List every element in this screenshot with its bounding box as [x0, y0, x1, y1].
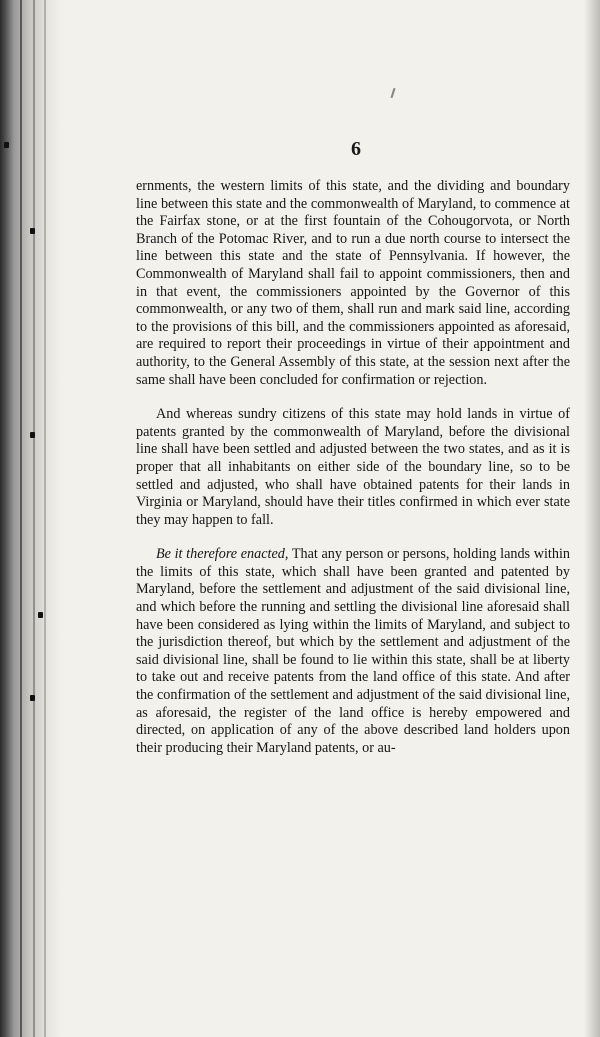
stray-ink-mark — [391, 88, 396, 98]
gutter-shadow-line — [44, 0, 46, 1037]
gutter-speck — [30, 432, 35, 438]
gutter-shadow-line — [20, 0, 22, 1037]
gutter-speck — [38, 612, 43, 618]
page-right-edge — [584, 0, 600, 1037]
body-text — [136, 178, 570, 757]
gutter-speck — [30, 695, 35, 701]
page-number: 6 — [351, 138, 361, 160]
gutter-speck — [4, 142, 9, 148]
gutter-shadow-line — [33, 0, 35, 1037]
enactment-phrase: Be it therefore enacted, — [156, 546, 289, 563]
enactment-text: That any person or persons, holding lands within the limits of this state, which shall have been granted and patented by Maryland, before the settlement and adjustment of the said divisional line, and which before the running and settling the divisional line aforesaid shall have been considered as lying within the limits of Maryland, and subject to the jurisdiction thereof, but which by the settlement and adjustment of the said divisional line, shall be found to lie within this state, shall be at liberty to take out and receive patents from the land office of this state. And after the confirmation of the settlement and adjustment of the said divisional line, as aforesaid, the register of the land office is hereby empowered and directed, on application of any of the above described land holders upon their producing their Maryland patents, or au- — [136, 546, 570, 756]
paragraph-enactment — [136, 546, 570, 757]
paragraph-whereas: And whereas sundry citizens of this state may hold lands in virtue of patents granted by the commonwealth of Maryland, before the divisional line shall have been settled and adjusted between the two states, and as it is proper that all inhabitants on either side of the boundary line, so to be settled and adjusted, who shall have obtained patents for their lands in Virginia or Maryland, should have their titles confirmed in which ever state they may happen to fall. — [136, 406, 570, 528]
binding-gutter — [0, 0, 62, 1037]
paragraph-boundary-line: ernments, the western limits of this state, and the dividing and boundary line between this state and the commonwealth of Maryland, to commence at the Fairfax stone, or at the first fountain of the Cohougorvota, or North Branch of the Potomac River, and to run a due north course to intersect the line between this state and the state of Pennsylvania. If however, the Commonwealth of Maryland shall fail to appoint commissioners, then and in that event, the commissioners appointed by the Governor of this commonwealth, or any two of them, shall run and mark said line, according to the provisions of this bill, and the commissioners appointed as aforesaid, are required to report their proceedings in virtue of their appointment and authority, to the General Assembly of this state, at the session next after the same shall have been concluded for confirmation or rejection. — [136, 178, 570, 388]
gutter-speck — [30, 228, 35, 234]
